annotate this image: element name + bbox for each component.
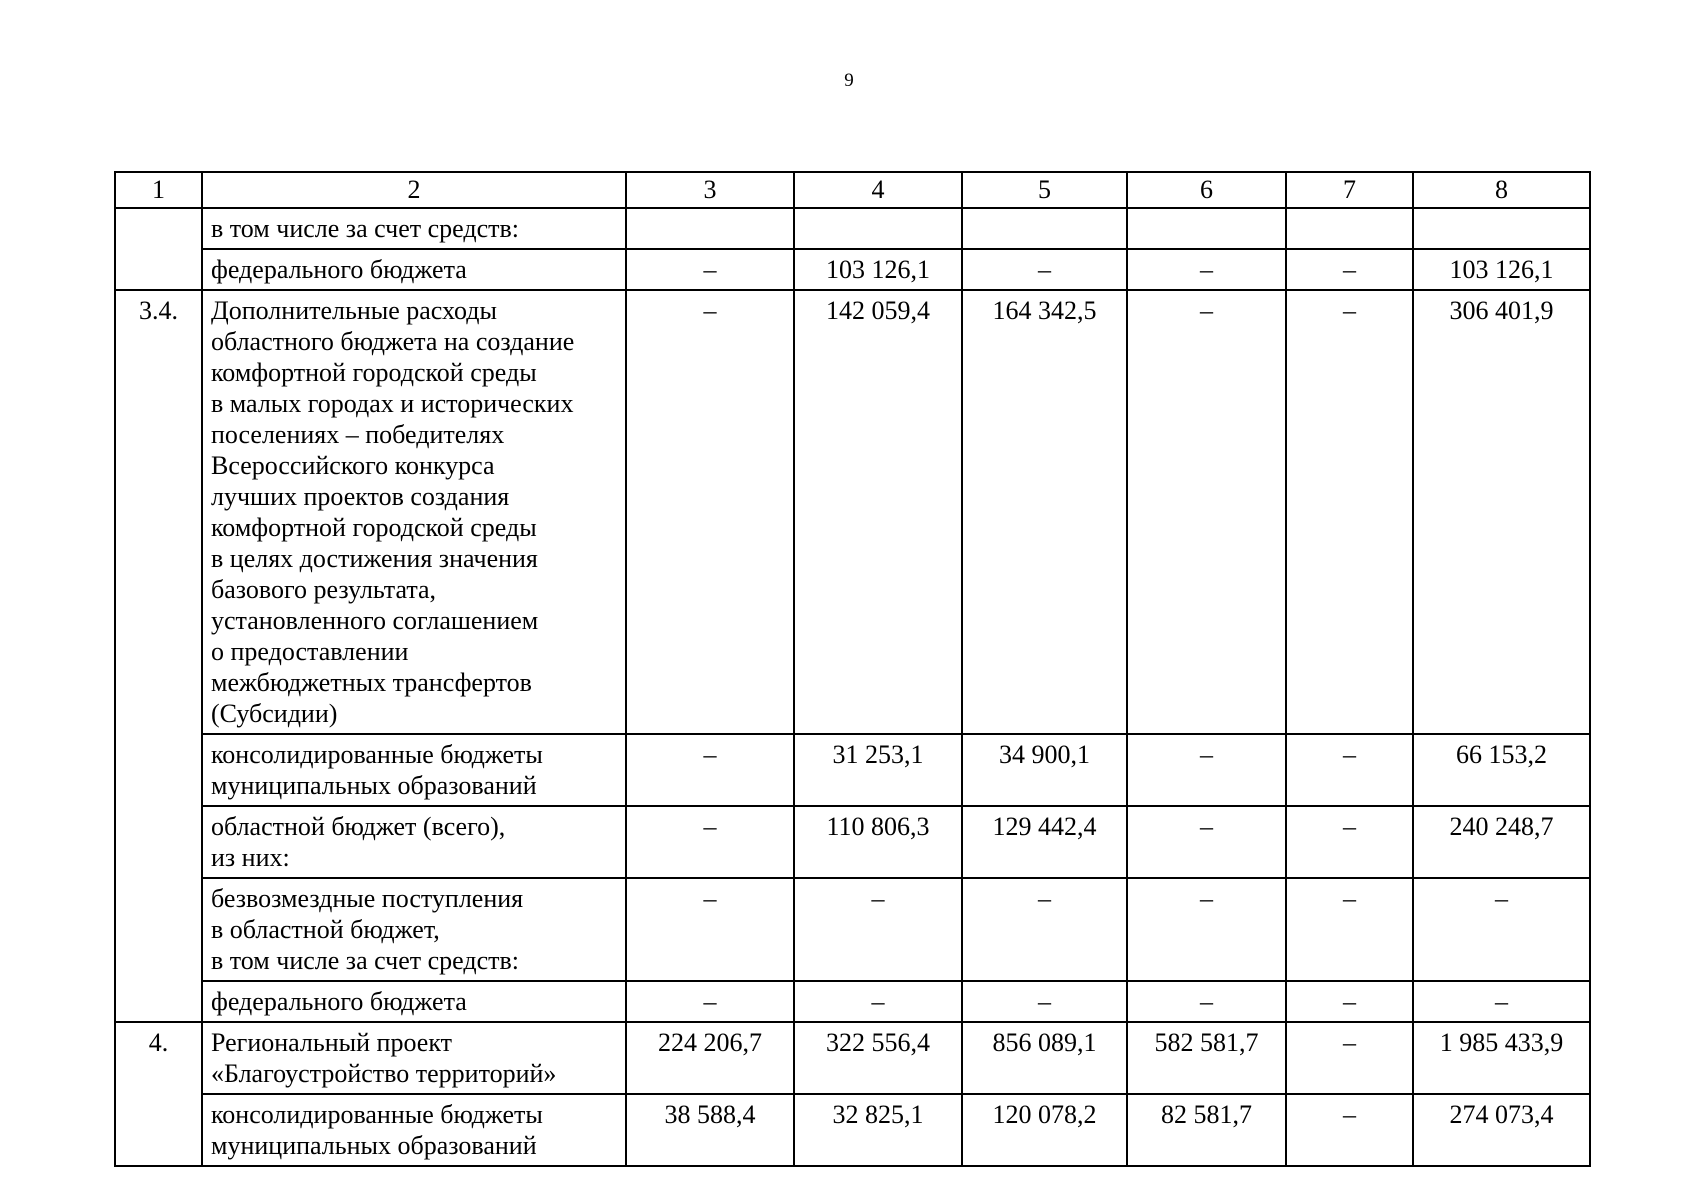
budget-table xyxy=(114,171,1591,1167)
value-cell: – xyxy=(1286,290,1413,734)
row-label: областной бюджет (всего), из них: xyxy=(202,806,626,878)
value-cell: – xyxy=(626,290,794,734)
value-cell: – xyxy=(1286,878,1413,981)
value-cell xyxy=(962,208,1127,249)
header-cell: 6 xyxy=(1127,172,1286,208)
value-cell: 856 089,1 xyxy=(962,1022,1127,1094)
value-cell: 142 059,4 xyxy=(794,290,962,734)
value-cell: – xyxy=(794,981,962,1022)
row-label: в том числе за счет средств: xyxy=(202,208,626,249)
value-cell: 582 581,7 xyxy=(1127,1022,1286,1094)
value-cell: 322 556,4 xyxy=(794,1022,962,1094)
value-cell: – xyxy=(794,878,962,981)
value-cell xyxy=(1127,208,1286,249)
value-cell: – xyxy=(1127,734,1286,806)
value-cell: 120 078,2 xyxy=(962,1094,1127,1166)
value-cell: 306 401,9 xyxy=(1413,290,1590,734)
row-label: консолидированные бюджеты муниципальных образований xyxy=(202,734,626,806)
value-cell xyxy=(1413,208,1590,249)
value-cell: – xyxy=(1127,249,1286,290)
row-label: консолидированные бюджеты муниципальных образований xyxy=(202,1094,626,1166)
header-cell: 8 xyxy=(1413,172,1590,208)
header-cell: 1 xyxy=(115,172,202,208)
header-cell: 2 xyxy=(202,172,626,208)
table-row xyxy=(115,249,1590,290)
value-cell: – xyxy=(626,249,794,290)
value-cell: – xyxy=(626,806,794,878)
row-number-cell xyxy=(115,208,202,290)
header-cell: 4 xyxy=(794,172,962,208)
table-row xyxy=(115,290,1590,734)
table-row xyxy=(115,806,1590,878)
table-header-row xyxy=(115,172,1590,208)
value-cell: 224 206,7 xyxy=(626,1022,794,1094)
value-cell: 32 825,1 xyxy=(794,1094,962,1166)
header-cell: 3 xyxy=(626,172,794,208)
row-label: безвозмездные поступления в областной бюджет, в том числе за счет средств: xyxy=(202,878,626,981)
value-cell: 274 073,4 xyxy=(1413,1094,1590,1166)
value-cell: 66 153,2 xyxy=(1413,734,1590,806)
value-cell: – xyxy=(1286,981,1413,1022)
value-cell xyxy=(1286,208,1413,249)
table-row xyxy=(115,208,1590,249)
value-cell: – xyxy=(626,981,794,1022)
value-cell: – xyxy=(626,734,794,806)
value-cell: – xyxy=(962,249,1127,290)
value-cell: – xyxy=(1286,806,1413,878)
header-cell: 7 xyxy=(1286,172,1413,208)
value-cell: 34 900,1 xyxy=(962,734,1127,806)
table-row xyxy=(115,1094,1590,1166)
value-cell xyxy=(794,208,962,249)
value-cell: – xyxy=(1286,249,1413,290)
row-label: Региональный проект «Благоустройство территорий» xyxy=(202,1022,626,1094)
value-cell: 129 442,4 xyxy=(962,806,1127,878)
value-cell: – xyxy=(1413,981,1590,1022)
value-cell: – xyxy=(962,981,1127,1022)
value-cell: 110 806,3 xyxy=(794,806,962,878)
row-label: федерального бюджета xyxy=(202,981,626,1022)
value-cell: 240 248,7 xyxy=(1413,806,1590,878)
table-row xyxy=(115,981,1590,1022)
value-cell: 103 126,1 xyxy=(1413,249,1590,290)
value-cell: 1 985 433,9 xyxy=(1413,1022,1590,1094)
value-cell: 164 342,5 xyxy=(962,290,1127,734)
value-cell: – xyxy=(962,878,1127,981)
value-cell: 31 253,1 xyxy=(794,734,962,806)
value-cell: – xyxy=(1127,290,1286,734)
table-row xyxy=(115,734,1590,806)
value-cell: – xyxy=(1286,734,1413,806)
value-cell: 38 588,4 xyxy=(626,1094,794,1166)
value-cell xyxy=(626,208,794,249)
value-cell: – xyxy=(1413,878,1590,981)
row-number-cell: 3.4. xyxy=(115,290,202,1022)
row-number-cell: 4. xyxy=(115,1022,202,1166)
header-cell: 5 xyxy=(962,172,1127,208)
table-row xyxy=(115,1022,1590,1094)
value-cell: – xyxy=(1127,806,1286,878)
page-number: 9 xyxy=(844,70,854,91)
row-label: Дополнительные расходы областного бюджета на создание комфортной городской среды в малых городах и исторических поселениях – победителях Всероссийского конкурса лучших проектов создания комфортной городской среды в целях достижения значения базового результата, установленного соглашением о предоставлении межбюджетных трансфертов (Субсидии) xyxy=(202,290,626,734)
value-cell: – xyxy=(1127,878,1286,981)
value-cell: – xyxy=(626,878,794,981)
value-cell: 103 126,1 xyxy=(794,249,962,290)
value-cell: 82 581,7 xyxy=(1127,1094,1286,1166)
value-cell: – xyxy=(1286,1094,1413,1166)
value-cell: – xyxy=(1127,981,1286,1022)
value-cell: – xyxy=(1286,1022,1413,1094)
row-label: федерального бюджета xyxy=(202,249,626,290)
table-row xyxy=(115,878,1590,981)
